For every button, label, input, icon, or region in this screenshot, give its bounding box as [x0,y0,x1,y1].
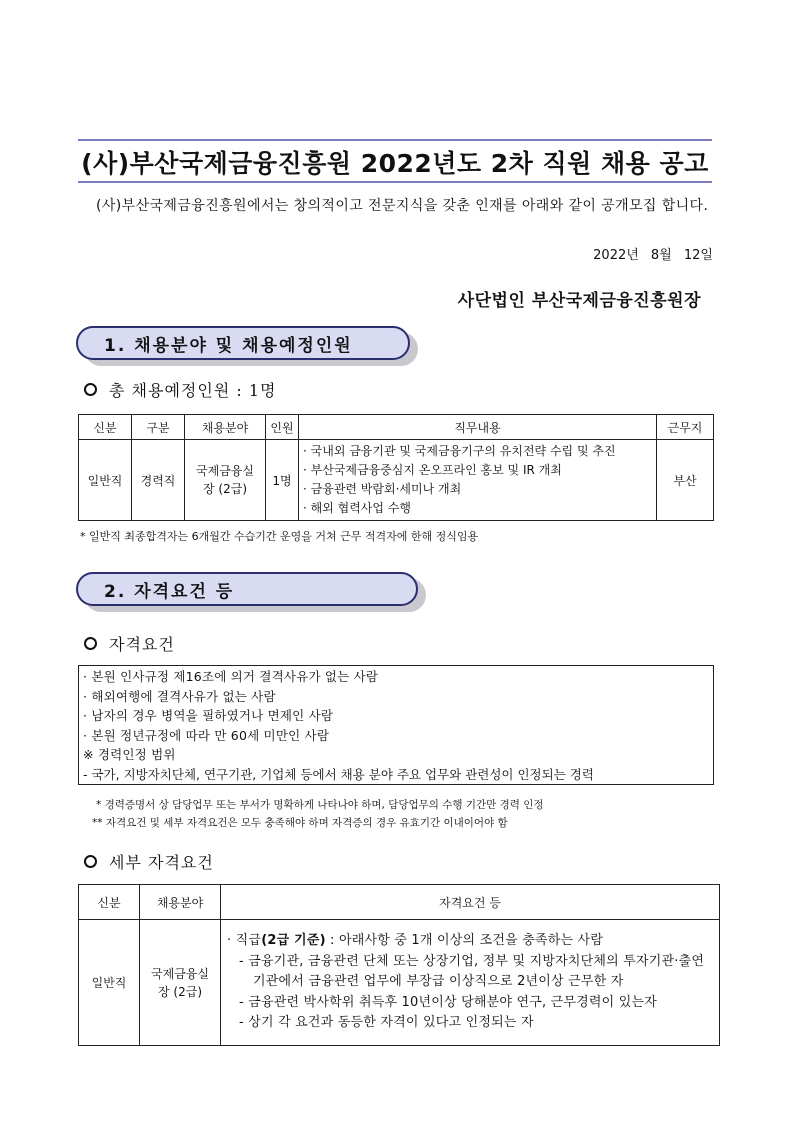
cell-conditions [221,920,720,1046]
qualification-line: ※ 경력인정 범위 [83,747,176,762]
qualification-box [78,665,714,785]
condition-lead-prefix: · 직급 [227,933,262,949]
cell-count: 1명 [266,440,299,521]
qualification-note-1: * 경력증명서 상 담당업무 또는 부서가 명확하게 나타나야 하며, 담당업무의 수행 기간만 경력 인정 [96,799,544,811]
section-2-box [76,572,418,606]
qualification-line: - 국가, 지방자치단체, 연구기관, 기업체 등에서 채용 분야 주요 업무와 관련성이 인정되는 경력 [83,766,594,782]
detail-qualification-heading-text: 세부 자격요건 [109,853,214,872]
duty-item: · 국내외 금융기관 및 국제금융기구의 유치전략 수립 및 추진 [303,444,616,458]
condition-lead-bold: (2급 기준) [261,933,326,949]
table-header-row [79,415,714,440]
condition-lead [227,931,713,952]
header-location: 근무지 [657,415,714,440]
header-conditions: 자격요건 등 [221,885,720,920]
circle-bullet-icon [84,637,97,650]
circle-bullet-icon [84,383,97,396]
qualification-line: · 남자의 경우 병역을 필하였거나 면제인 사람 [83,708,334,723]
title-rule-bottom [78,181,712,183]
condition-item: - 상기 각 요건과 동등한 자격이 있다고 인정되는 자 [239,1015,534,1031]
header-field: 채용분야 [185,415,266,440]
qualification-line: · 본원 정년규정에 따라 만 60세 미만인 사람 [83,727,330,743]
duty-item: · 해외 협력사업 수행 [303,501,411,515]
section-1-title: 1. 채용분야 및 채용예정인원 [104,335,353,356]
section-2-title: 2. 자격요건 등 [104,581,235,602]
intro-text: (사)부산국제금융진흥원에서는 창의적이고 전문지식을 갖춘 인재를 아래와 같이 공개모집 합니다. [96,198,709,214]
detail-qualification-table [78,884,720,1046]
header-duties: 직무내용 [299,415,657,440]
table-header-row [79,885,720,920]
qualification-heading-text: 자격요건 [109,635,175,654]
header-count: 인원 [266,415,299,440]
header-type: 구분 [132,415,185,440]
qualification-line: · 해외여행에 결격사유가 없는 사람 [83,688,276,704]
title-rule-top [78,139,712,141]
header-status: 신분 [79,885,140,920]
duty-item: · 부산국제금융중심지 온오프라인 홍보 및 IR 개최 [303,463,562,477]
qualification-line: · 본원 인사규정 제16조에 의거 결격사유가 없는 사람 [83,669,379,684]
probation-note: * 일반직 최종합격자는 6개월간 수습기간 운영을 거쳐 근무 적격자에 한해 정식임용 [80,530,479,543]
recruitment-table [78,414,714,521]
cell-type: 경력직 [132,440,185,521]
condition-item: - 금융관련 박사학위 취득후 10년이상 당해분야 연구, 근무경력이 있는자 [239,994,658,1010]
header-field: 채용분야 [140,885,221,920]
cell-status: 일반직 [79,920,140,1046]
cell-status: 일반직 [79,440,132,521]
detail-qualification-heading [84,850,214,873]
page-title: (사)부산국제금융진흥원 2022년도 2차 직원 채용 공고 [81,149,709,178]
condition-item: - 금융기관, 금융관련 단체 또는 상장기업, 정부 및 지방자치단체의 투자기관·출연기관에서 금융관련 업무에 부장급 이상직으로 2년이상 근무한 자 [239,953,705,990]
section-1-box [76,326,410,360]
announcement-date: 2022년 8월 12일 [593,248,713,263]
duty-item: · 금융관련 박람회·세미나 개최 [303,482,462,496]
cell-field: 국제금융실장 (2급) [185,440,266,521]
circle-bullet-icon [84,855,97,868]
qualification-note-2: ** 자격요건 및 세부 자격요건은 모두 충족해야 하며 자격증의 경우 유효기간 이내이어야 함 [92,817,508,829]
section-2-heading [76,572,418,606]
header-status: 신분 [79,415,132,440]
total-hires-heading [84,378,276,401]
cell-field: 국제금융실장 (2급) [140,920,221,1046]
section-1-heading [76,326,410,360]
table-row [79,920,720,1046]
signer: 사단법인 부산국제금융진흥원장 [457,291,701,311]
qualification-heading [84,632,175,655]
condition-lead-suffix: : 아래사항 중 1개 이상의 조건을 충족하는 사람 [325,933,604,949]
cell-location: 부산 [657,440,714,521]
table-row [79,440,714,521]
cell-duties [299,440,657,521]
total-hires-text: 총 채용예정인원 : 1명 [109,381,277,400]
